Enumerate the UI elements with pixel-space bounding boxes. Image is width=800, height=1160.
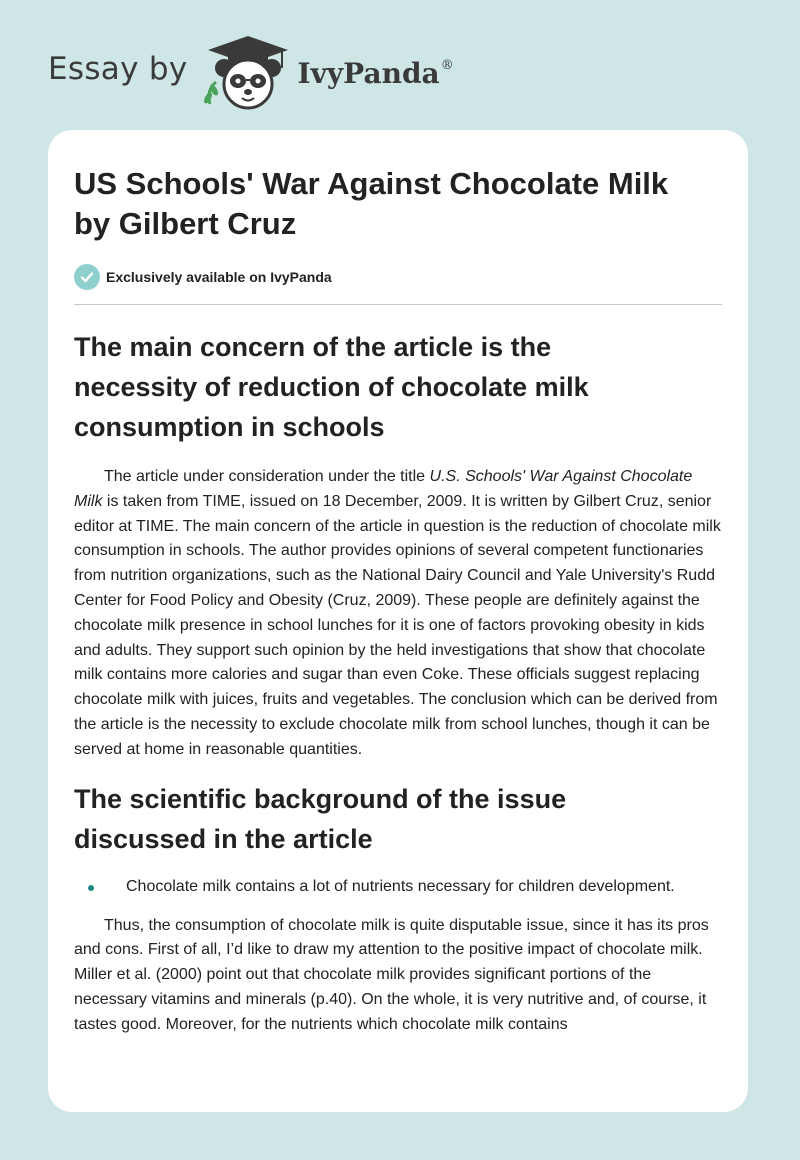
section1-paragraph: The article under consideration under the title U.S. Schools' War Against Chocolate Milk is taken from TIME, issued on 18 December, 2009. It is written by Gilbert Cruz, senior editor at TIME. The main concern of the article in question is the reduction of chocolate milk consumption in schools. The author provides opinions of several competent functionaries from nutrition organizations, such as the National Dairy Council and Yale University's Rudd Center for Food Policy and Obesity (Cruz, 2009). These people are definitely against the chocolate milk presence in school lunches for it is one of factors provoking obesity in kids and adults. They support such opinion by the held investigations that show that chocolate milk contains more calories and sugar than even Coke. These officials suggest replacing chocolate milk with juices, fruits and vegetables. The conclusion which can be derived from the article is the necessity to exclude chocolate milk from school lunches, though it can be served at home in reasonable quantities. bbox=[74, 468, 721, 758]
list-item: Chocolate milk contains a lot of nutrients necessary for children development. bbox=[74, 875, 722, 899]
check-circle-icon bbox=[74, 264, 100, 290]
brand-header[interactable] bbox=[48, 34, 454, 110]
essay-card bbox=[48, 130, 748, 1112]
exclusive-badge bbox=[74, 263, 722, 291]
bullet-dot-icon bbox=[88, 885, 94, 891]
article-title-italic: U.S. Schools' War Against Chocolate Milk bbox=[74, 468, 693, 510]
section1-heading: The main concern of the article is the necessity of reduction of chocolate milk consumption in schools bbox=[74, 332, 589, 442]
essay-by-label: Essay by bbox=[48, 51, 188, 87]
bullet-list bbox=[74, 875, 722, 899]
essay-title-line2: by Gilbert Cruz bbox=[74, 206, 297, 241]
essay-title-line1: US Schools' War Against Chocolate Milk bbox=[74, 166, 669, 201]
essay-title bbox=[74, 164, 722, 244]
exclusive-label: Exclusively available on IvyPanda bbox=[106, 269, 332, 285]
section2-heading: The scientific background of the issue discussed in the article bbox=[74, 783, 567, 854]
divider bbox=[74, 304, 722, 305]
panda-graduate-logo-icon bbox=[202, 34, 294, 110]
brand-name: IvyPanda® bbox=[297, 56, 454, 90]
section2-paragraph: Thus, the consumption of chocolate milk is quite disputable issue, since it has its pros and cons. First of all, I’d like to draw my attention to the positive impact of chocolate milk. Miller et al. (2000) point out that chocolate milk provides significant portions of the necessary vitamins and minerals (p.40). On the whole, it is very nutritive and, of course, it tastes good. Moreover, for the nutrients which chocolate milk contains bbox=[74, 916, 709, 1033]
registered-mark: ® bbox=[440, 57, 454, 73]
